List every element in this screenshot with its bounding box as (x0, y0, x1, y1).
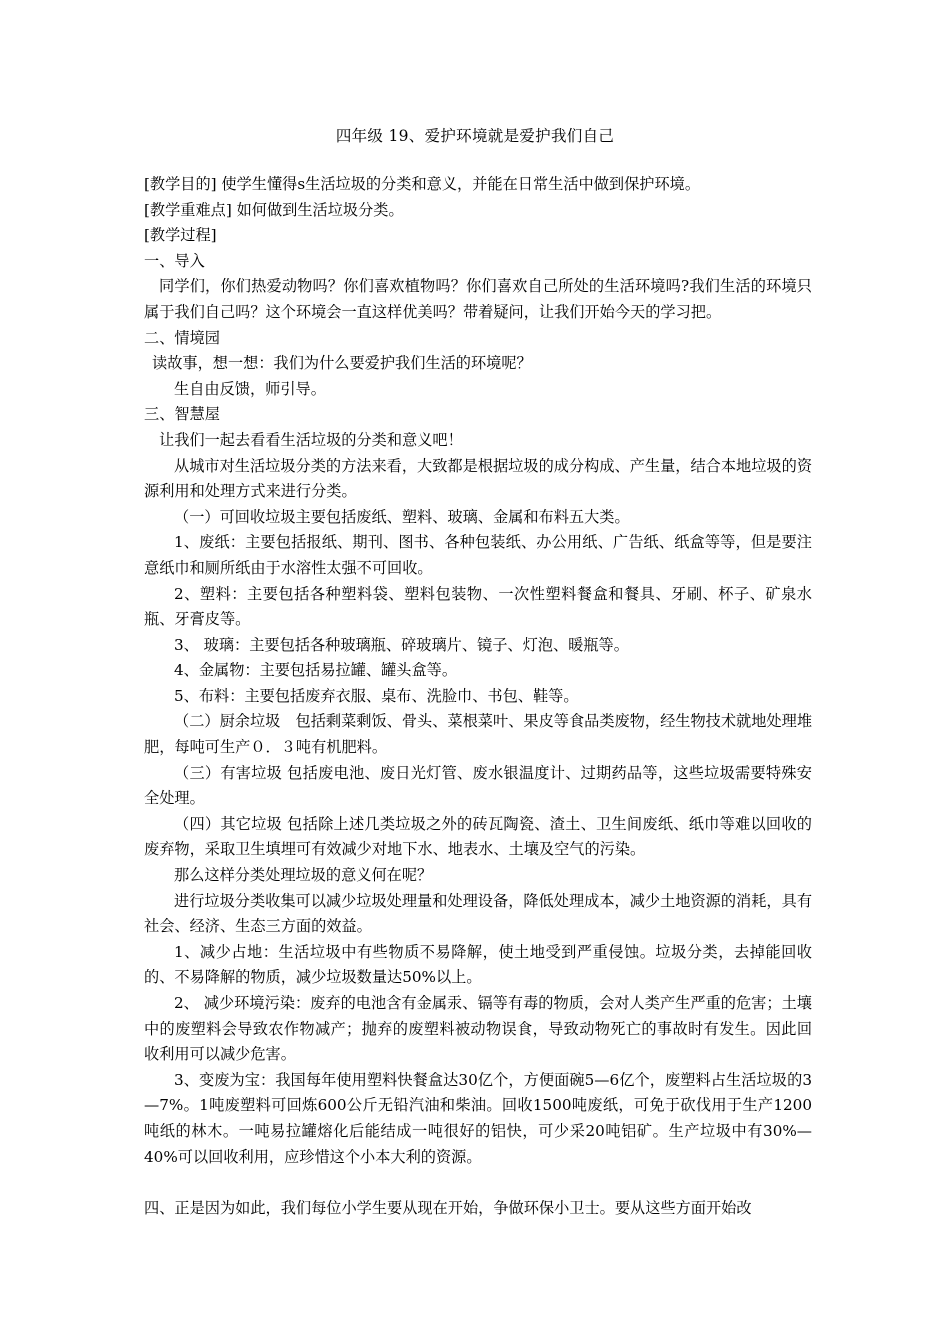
list-item-reduce-land: 1、减少占地：生活垃圾中有些物质不易降解，使土地受到严重侵蚀。垃圾分类，去掉能回收的、不易降解的物质，减少垃圾数量达50%以上。 (144, 942, 812, 987)
paragraph-feedback: 生自由反馈，师引导。 (174, 379, 326, 398)
paragraph-intro: 同学们，你们热爱动物吗？你们喜欢植物吗？你们喜欢自己所处的生活环境吗?我们生活的环境只属于我们自己吗？这个环境会一直这样优美吗？带着疑问，让我们开始今天的学习把。 (144, 277, 812, 321)
paragraph-significance-question: 那么这样分类处理垃圾的意义何在呢？ (174, 866, 433, 885)
list-item-plastic: 2、塑料：主要包括各种塑料袋、塑料包装物、一次性塑料餐盒和餐具、牙刷、杯子、矿泉水瓶、牙膏皮等。 (144, 584, 812, 629)
teaching-focus: [教学重难点] 如何做到生活垃圾分类。 (144, 200, 404, 219)
list-item-paper: 1、废纸：主要包括报纸、期刊、图书、各种包装纸、办公用纸、广告纸、纸盒等等，但是要注意纸巾和厕所纸由于水溶性太强不可回收。 (144, 533, 812, 577)
paragraph-classification-method: 从城市对生活垃圾分类的方法来看，大致都是根据垃圾的成分构成、产生量，结合本地垃圾的资源利用和处理方式来进行分类。 (144, 456, 812, 501)
list-item-reduce-pollution: 2、 减少环境污染：废弃的电池含有金属汞、镉等有毒的物质，会对人类产生严重的危害；土壤中的废塑料会导致农作物减产；抛弃的废塑料被动物误食，导致动物死亡的事故时有发生。因此回收利用可以减少危害。 (144, 994, 812, 1064)
list-item-metal: 4、金属物：主要包括易拉罐、罐头盒等。 (174, 661, 458, 680)
section-heading-intro: 一、导入 (144, 251, 205, 270)
paragraph-kitchen-waste: （二）厨余垃圾 包括剩菜剩饭、骨头、菜根菜叶、果皮等食品类废物，经生物技术就地处理堆肥，每吨可生产０．３吨有机肥料。 (144, 712, 812, 757)
document-body (144, 172, 812, 1222)
list-item-fabric: 5、布料：主要包括废弃衣服、桌布、洗脸巾、书包、鞋等。 (174, 686, 579, 705)
teaching-goal: [教学目的] 使学生懂得s生活垃圾的分类和意义，并能在日常生活中做到保护环境。 (144, 175, 701, 193)
paragraph-significance: 进行垃圾分类收集可以减少垃圾处理量和处理设备，降低处理成本，减少土地资源的消耗，具有社会、经济、生态三方面的效益。 (144, 891, 812, 936)
list-item-glass: 3、 玻璃：主要包括各种玻璃瓶、碎玻璃片、镜子、灯泡、暖瓶等。 (174, 635, 629, 654)
paragraph-scenario: 读故事，想一想：我们为什么要爱护我们生活的环境呢？ (152, 354, 532, 373)
section-heading-scenario: 二、情境园 (144, 328, 220, 347)
paragraph-recyclable: （一）可回收垃圾主要包括废纸、塑料、玻璃、金属和布料五大类。 (174, 507, 630, 526)
paragraph-other-waste: （四）其它垃圾 包括除上述几类垃圾之外的砖瓦陶瓷、渣土、卫生间废纸、纸巾等难以回收的废弃物，采取卫生填埋可有效减少对地下水、地表水、土壤及空气的污染。 (144, 814, 812, 859)
document-title: 四年级 19、爱护环境就是爱护我们自己 (335, 127, 615, 145)
section-heading-action: 四、正是因为如此，我们每位小学生要从现在开始，争做环保小卫士。要从这些方面开始改 (144, 1199, 752, 1218)
paragraph-hazardous-waste: （三）有害垃圾 包括废电池、废日光灯管、废水银温度计、过期药品等，这些垃圾需要特殊安全处理。 (144, 763, 812, 808)
list-item-waste-to-treasure: 3、变废为宝：我国每年使用塑料快餐盒达30亿个，方便面碗5—6亿个，废塑料占生活垃圾的3—7%。1吨废塑料可回炼600公斤无铅汽油和柴油。回收1500吨废纸，可免于砍伐用于生产1200吨纸的林木。一吨易拉罐熔化后能结成一吨很好的铝快，可少采20吨铝矿。生产垃圾中有30%—40%可以回收利用，应珍惜这个小本大利的资源。 (144, 1070, 812, 1166)
paragraph-spacer (144, 1170, 812, 1196)
teaching-process-heading: [教学过程] (144, 226, 217, 245)
paragraph-lead-in: 让我们一起去看看生活垃圾的分类和意义吧！ (159, 430, 463, 449)
section-heading-wisdom: 三、智慧屋 (144, 405, 220, 424)
